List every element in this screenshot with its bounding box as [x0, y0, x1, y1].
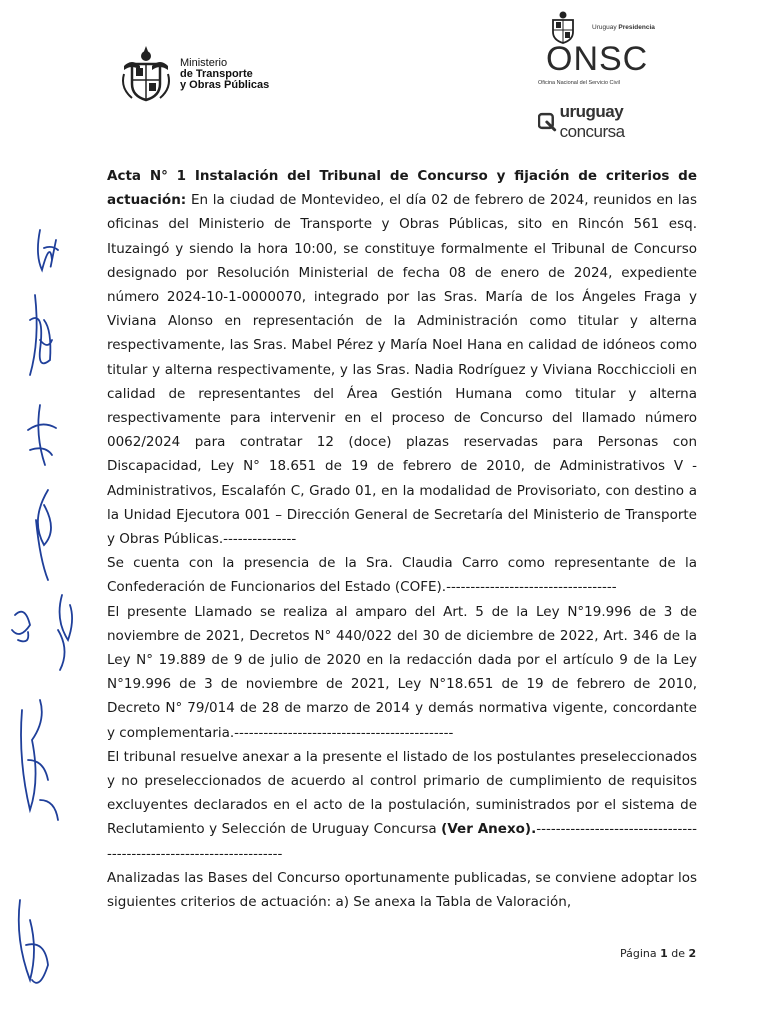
page-of: de	[671, 947, 686, 960]
presidencia-seal-icon	[548, 10, 578, 44]
onsc-wordmark: ONSC	[546, 40, 649, 78]
handwritten-signatures	[0, 200, 100, 1024]
uc-bold: uruguay	[559, 102, 624, 121]
uc-rest: concursa	[559, 122, 625, 141]
ministry-name	[180, 58, 269, 91]
onsc-subtitle: Oficina Nacional del Servicio Civil	[538, 80, 620, 86]
presidencia-word: Presidencia	[618, 24, 655, 31]
paragraph-4-text: El tribunal resuelve anexar a la presente el listado de los postulantes preseleccionados y no preseleccionados de acuerdo al control primario de cumplimiento de requisitos excluyentes declarados en el acto de la postulación, suministrados por el sistema de Reclutamiento y Selección de Uruguay Concursa	[107, 748, 697, 838]
paragraph-1-text: En la ciudad de Montevideo, el día 02 de febrero de 2024, reunidos en las oficinas del Ministerio de Transporte y Obras Públicas, sito en Rincón 561 esq. Ituzaingó y siendo la hora 10:00, se constituye formalmente el Tribunal de Concurso designado por Resolución Ministerial de fecha 08 de enero de 2024, expediente número 2024-10-1-0000070, integrado por las Sras. María de los Ángeles Fraga y Viviana Alonso en representación de la Administración como titular y alterna respectivamente, las Sras. Mabel Pérez y María Noel Hana en calidad de idóneos como titular y alterna respectivamente, y las Sras. Nadia Rodríguez y Viviana Rocchiccioli en calidad de representantes del Área Gestión Humana como titular y alterna respectivamente para intervenir en el proceso de Concurso del llamado número 0062/2024 para contratar 12 (doce) plazas reservadas para Personas con Discapacidad, Ley N° 18.651 de 19 de febrero de 2010, de Administrativos V - Administrativos, Escalafón C, Grado 01, en la modalidad de Provisoriato, con destino a la Unidad Ejecutora 001 – Dirección General de Secretaría del Ministerio de Transporte y Obras Públicas.---------------	[107, 192, 697, 548]
paragraph-1	[107, 164, 697, 551]
acta-heading: Acta N° 1 Instalación del Tribunal de Concurso y fijación de criterios de actuación:	[107, 168, 697, 209]
paragraph-4	[107, 745, 697, 866]
uruguay-concursa-wordmark	[560, 102, 690, 142]
paragraph-2: Se cuenta con la presencia de la Sra. Claudia Carro como representante de la Confederación de Funcionarios del Estado (COFE).-----------------------------------	[107, 555, 697, 596]
page-total: 2	[688, 947, 697, 960]
paragraph-3: El presente Llamado se realiza al amparo del Art. 5 de la Ley N°19.996 de 3 de noviembre de 2021, Decretos N° 440/022 del 30 de diciembre de 2022, Art. 346 de la Ley N° 19.889 de 9 de julio de 2020 en la redacción dada por el artículo 9 de la Ley N°19.996 de 3 de noviembre de 2021, Ley N°18.651 de 19 de febrero de 2010, Decreto N° 79/014 de 28 de marzo de 2014 y demás normativa vigente, concordante y complementaria.---------------------------------------------	[107, 603, 697, 741]
presidencia-prefix: Uruguay	[592, 24, 617, 31]
paragraph-5: Analizadas las Bases del Concurso oportunamente publicadas, se conviene adoptar los siguientes criterios de actuación: a) Se anexa la Tabla de Valoración,	[107, 869, 697, 911]
ministry-line2: de Transporte	[180, 67, 253, 80]
coat-of-arms-icon	[118, 44, 174, 104]
onsc-logo-block	[530, 6, 690, 141]
annex-reference: (Ver Anexo).	[441, 821, 537, 838]
ministry-line1: Ministerio	[180, 56, 228, 69]
page-label: Página	[620, 947, 657, 960]
page-number	[620, 947, 696, 960]
uruguay-concursa-icon	[538, 111, 558, 133]
uruguay-concursa-logo	[538, 102, 690, 142]
presidencia-label	[592, 24, 655, 31]
ministry-line3: y Obras Públicas	[180, 78, 270, 91]
acta-body	[107, 164, 697, 914]
paragraph-4-dashes: ---------------------------------------------------------------------	[107, 821, 697, 862]
page-current: 1	[660, 947, 668, 960]
ministry-logo	[118, 44, 269, 104]
